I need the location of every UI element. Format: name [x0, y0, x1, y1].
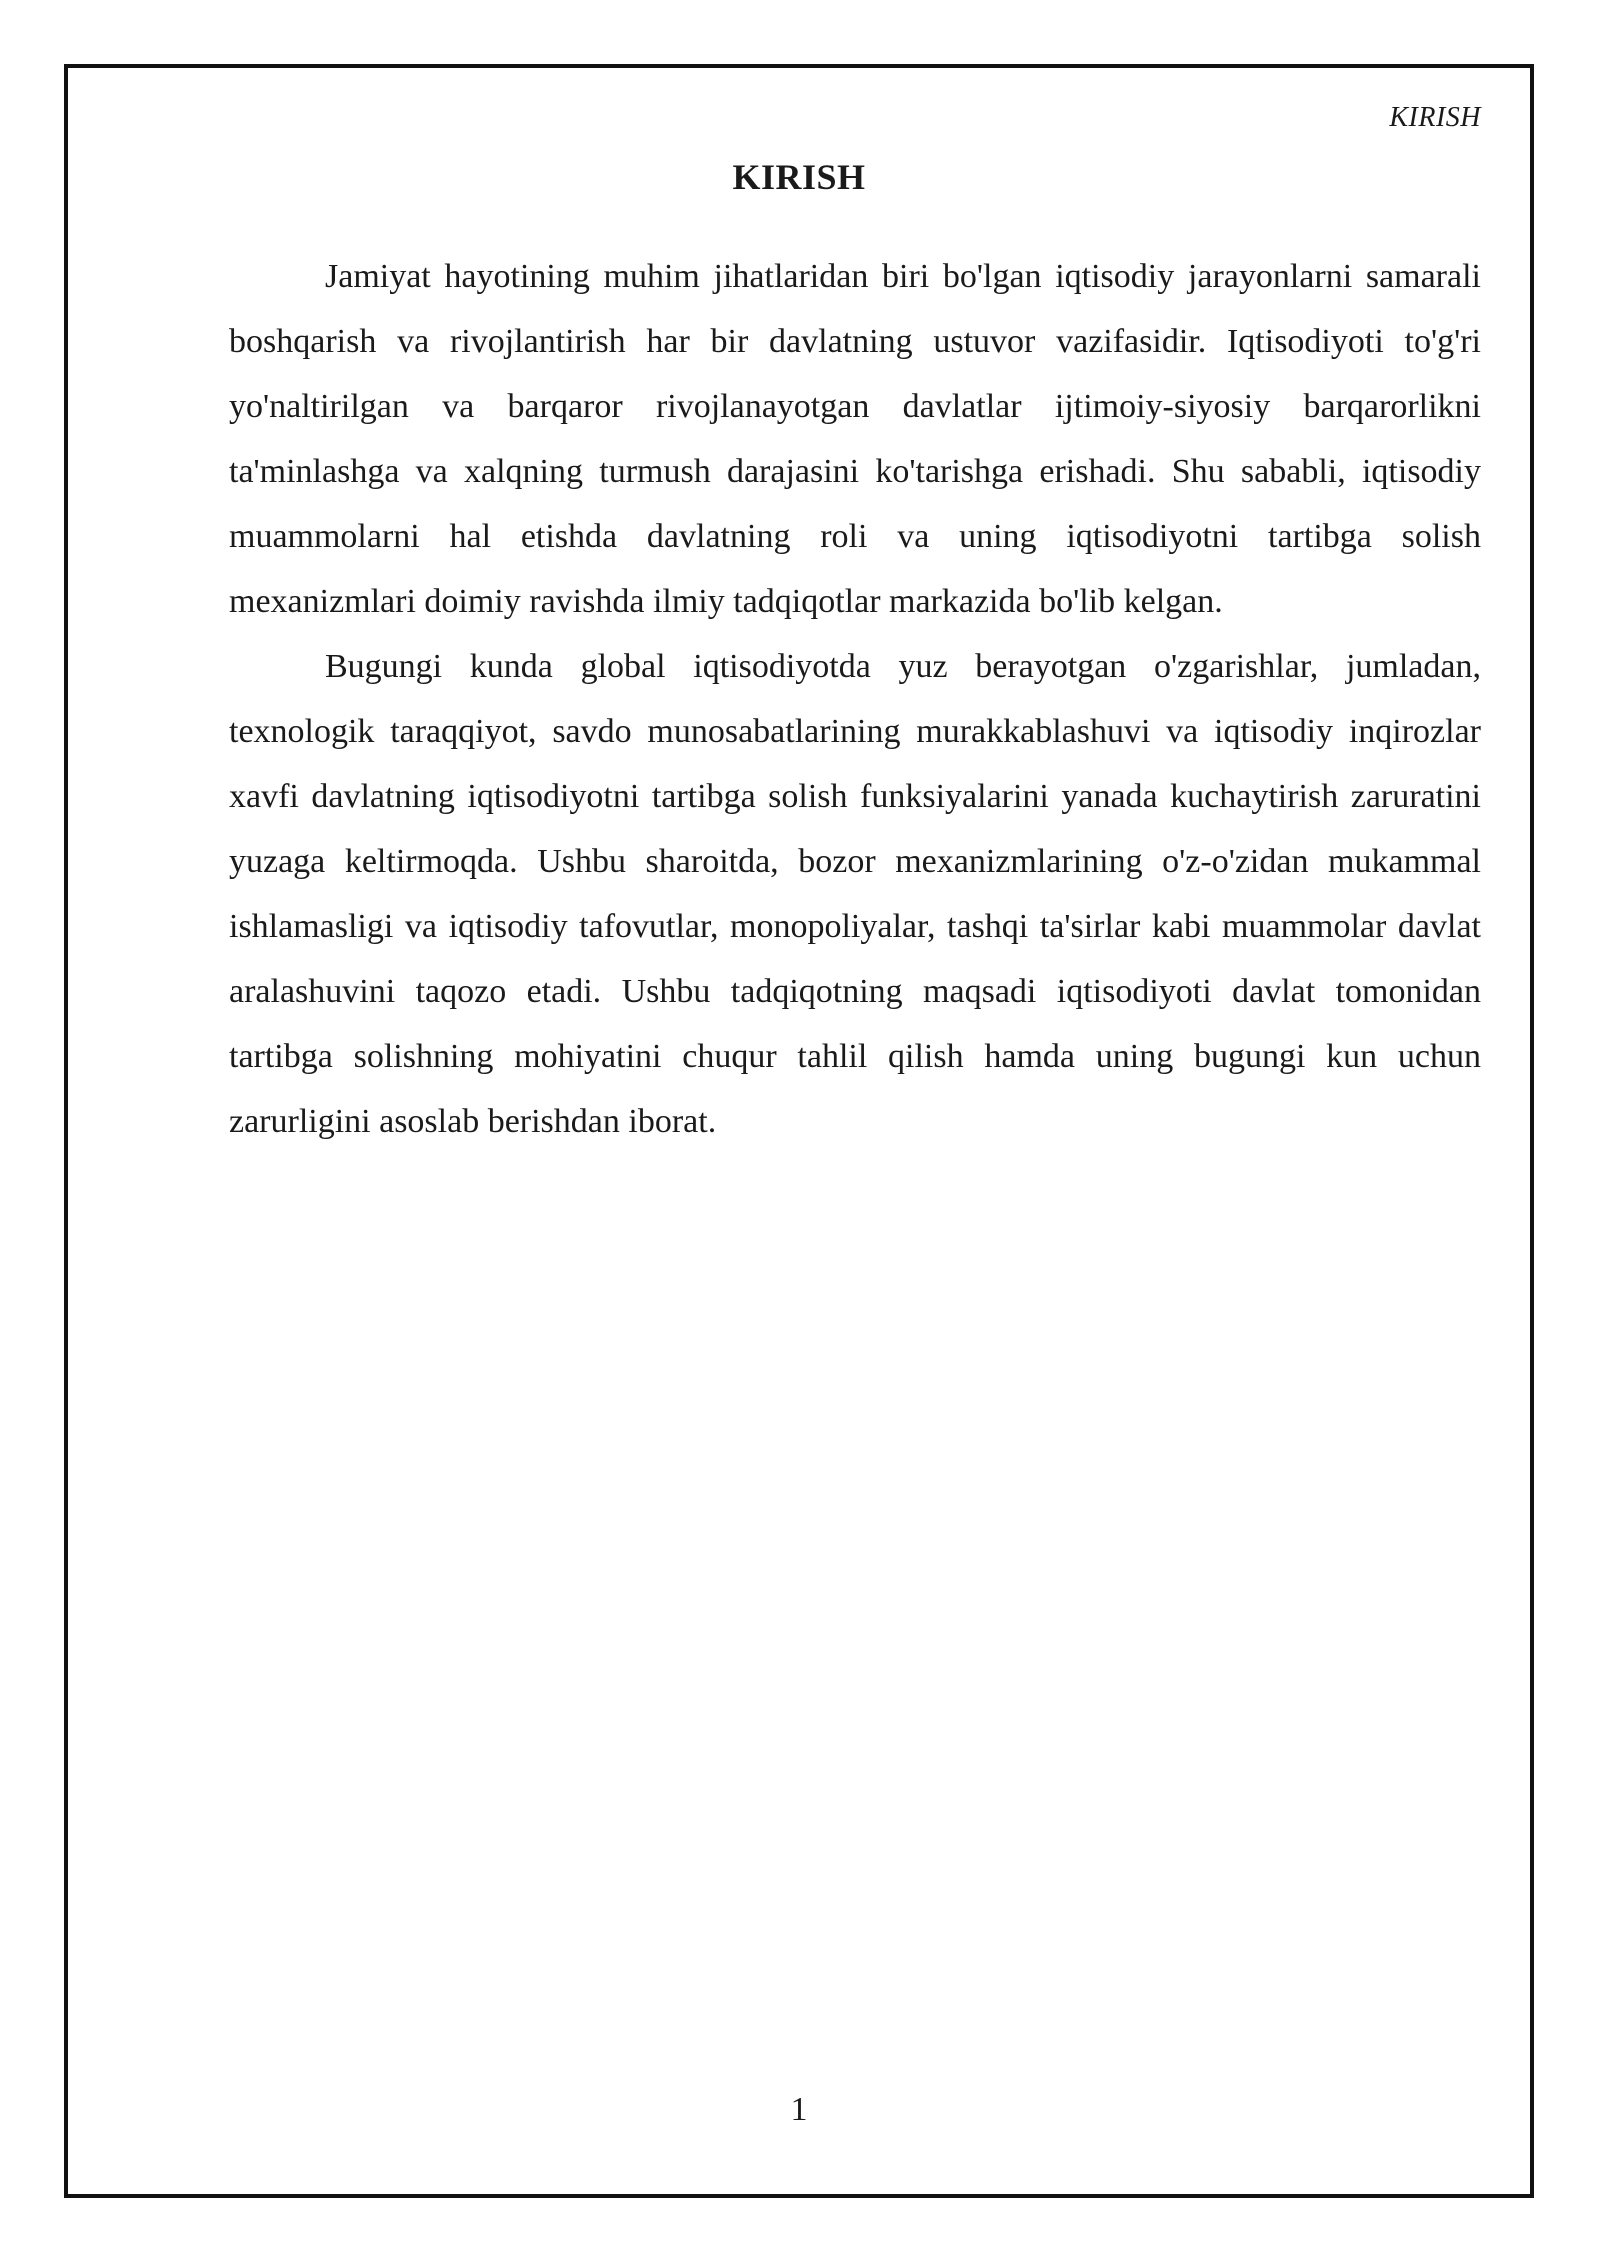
page-number: 1 — [790, 2091, 808, 2128]
paragraph-2: Bugungi kunda global iqtisodiyotda yuz berayotgan o'zgarishlar, jumladan, texnologik taraqqiyot, savdo munosabatlarining murakkablashuvi va iqtisodiy inqirozlar xavfi davlatning iqtisodiyotni tartibga solish funksiyalarini yanada kuchaytirish zaruratini yuzaga keltirmoqda. Ushbu sharoitda, bozor mexanizmlarining o'z-o'zidan mukammal ishlamasligi va iqtisodiy tafovutlar, monopoliyalar, tashqi ta'sirlar kabi muammolar davlat aralashuvini taqozo etadi. Ushbu tadqiqotning maqsadi iqtisodiyoti davlat tomonidan tartibga solishning mohiyatini chuqur tahlil qilish hamda uning bugungi kun uchun zarurligini asoslab berishdan iborat. — [229, 648, 1481, 1140]
running-header: KIRISH — [1389, 102, 1481, 133]
paragraph-1: Jamiyat hayotining muhim jihatlaridan biri bo'lgan iqtisodiy jarayonlarni samarali boshqarish va rivojlantirish har bir davlatning ustuvor vazifasidir. Iqtisodiyoti to'g'ri yo'naltirilgan va barqaror rivojlanayotgan davlatlar ijtimoiy-siyosiy barqarorlikni ta'minlashga va xalqning turmush darajasini ko'tarishga erishadi. Shu sababli, iqtisodiy muammolarni hal etishda davlatning roli va uning iqtisodiyotni tartibga solish mexanizmlari doimiy ravishda ilmiy tadqiqotlar markazida bo'lib kelgan. — [229, 258, 1481, 620]
page-title: KIRISH — [732, 157, 866, 197]
page-border — [64, 64, 1534, 2198]
body-text — [229, 244, 1481, 1154]
